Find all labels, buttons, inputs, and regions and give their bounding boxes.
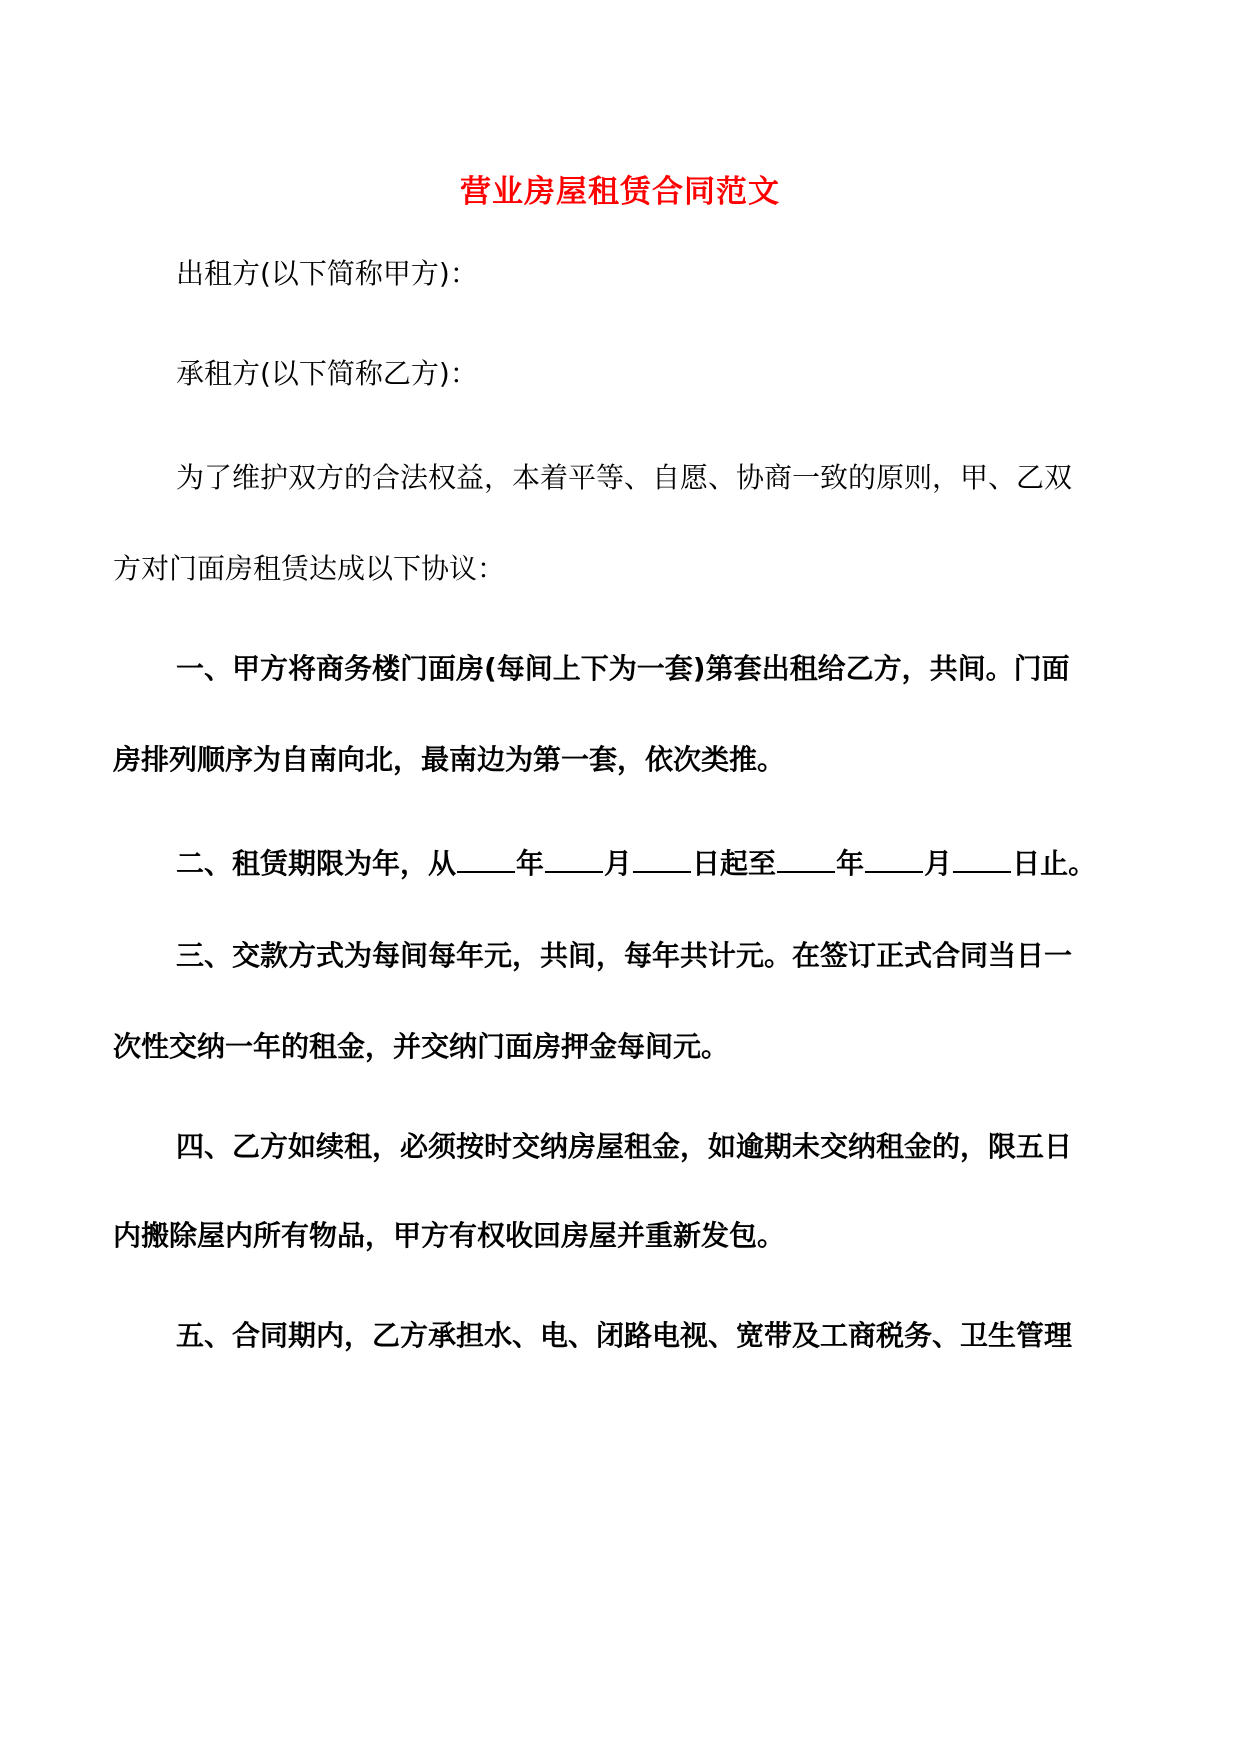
blank-year-end: [777, 841, 835, 873]
clause-four-line-1: 四、乙方如续租，必须按时交纳房屋租金，如逾期未交纳租金的，限五日: [176, 1130, 1073, 1163]
clause-two-month-label: 月: [604, 847, 633, 880]
lessor-line: 出租方(以下简称甲方)：: [176, 257, 478, 290]
clause-one-line-2: 房排列顺序为自南向北，最南边为第一套，依次类推。: [113, 743, 786, 776]
blank-month-end: [865, 841, 923, 873]
blank-day-start: [633, 841, 691, 873]
blank-year-start: [457, 841, 515, 873]
clause-two-year-label: 年: [516, 847, 545, 880]
clause-three-line-2: 次性交纳一年的租金，并交纳门面房押金每间元。: [113, 1030, 730, 1063]
clause-one-line-1: 一、甲方将商务楼门面房(每间上下为一套)第套出租给乙方，共间。门面: [176, 652, 1070, 685]
clause-two-month-end-label: 月: [924, 847, 953, 880]
preamble-line-2: 方对门面房租赁达成以下协议：: [113, 552, 506, 585]
clause-two-day-label: 日起至: [692, 847, 777, 880]
clause-two-day-end-label: 日止。: [1012, 847, 1097, 880]
blank-day-end: [953, 841, 1011, 873]
clause-two-line: [176, 841, 1127, 884]
clause-five-line-1: 五、合同期内，乙方承担水、电、闭路电视、宽带及工商税务、卫生管理: [176, 1319, 1073, 1352]
clause-two-year-end-label: 年: [836, 847, 865, 880]
document-title: 营业房屋租赁合同范文: [460, 174, 780, 210]
clause-three-line-1: 三、交款方式为每间每年元，共间，每年共计元。在签订正式合同当日一: [176, 939, 1073, 972]
clause-four-line-2: 内搬除屋内所有物品，甲方有权收回房屋并重新发包。: [113, 1219, 786, 1252]
preamble-line-1: 为了维护双方的合法权益，本着平等、自愿、协商一致的原则，甲、乙双: [176, 461, 1073, 494]
lessee-line: 承租方(以下简称乙方)：: [176, 357, 478, 390]
blank-month-start: [545, 841, 603, 873]
clause-two-prefix: 二、租赁期限为年，从: [176, 847, 457, 880]
